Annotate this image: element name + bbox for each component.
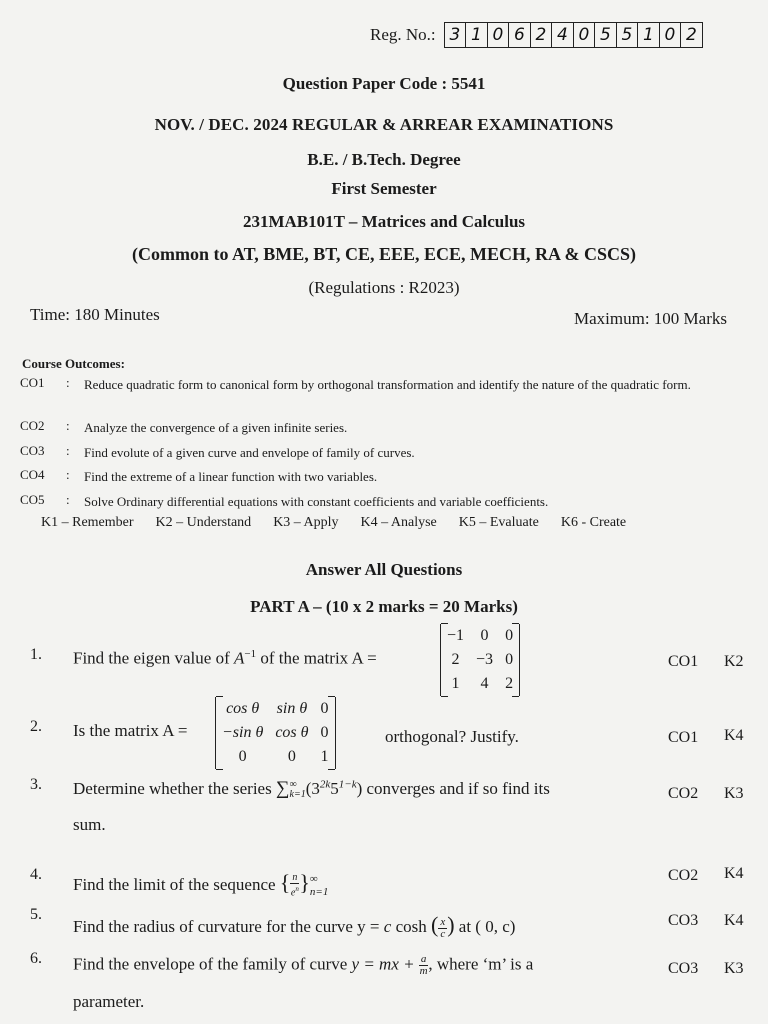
k-tag: K2 [724, 653, 744, 670]
reg-digit: 6 [509, 23, 531, 47]
k-level: K4 – Analyse [360, 515, 437, 530]
degree: B.E. / B.Tech. Degree [307, 150, 461, 169]
reg-digit: 2 [531, 23, 553, 47]
co-tag: CO3 [668, 960, 699, 977]
question-text: Find the limit of the sequence { $\frac{n}{e^n}$ } ∞ n=1 [73, 870, 329, 899]
co-item: CO5 : Solve Ordinary differential equations with constant coefficients and variable coefficients. [20, 492, 549, 509]
reg-digit: 5 [595, 23, 617, 47]
course-outcomes-title: Course Outcomes: [22, 356, 125, 371]
reg-digit: 4 [552, 23, 574, 47]
question-number: 3. [30, 776, 42, 793]
regulations: (Regulations : R2023) [308, 278, 460, 297]
co-item: CO1 : Reduce quadratic form to canonical form by orthogonal transformation and identify the nature of the quadratic form. [20, 375, 691, 392]
reg-digit: 0 [488, 23, 510, 47]
question-number: 2. [30, 718, 42, 735]
k-tag: K4 [724, 865, 744, 882]
question-number: 4. [30, 866, 42, 883]
course-title: 231MAB101T – Matrices and Calculus [242, 212, 526, 231]
reg-no-label: Reg. No.: [370, 25, 436, 44]
reg-digit: 5 [617, 23, 639, 47]
paper-code: Question Paper Code : 5541 [282, 74, 486, 93]
k-level: K6 - Create [560, 515, 627, 530]
reg-digit: 0 [660, 23, 682, 47]
time-allowed: Time: 180 Minutes [30, 305, 160, 324]
co-tag: CO1 [668, 653, 699, 670]
reg-digit: 3 [445, 23, 467, 47]
k-tag: K4 [724, 727, 744, 744]
co-tag: CO1 [668, 729, 699, 746]
question-number: 6. [30, 950, 42, 967]
co-tag: CO2 [668, 867, 699, 884]
co-item: CO3 : Find evolute of a given curve and envelope of family of curves. [20, 443, 415, 460]
reg-digit: 0 [574, 23, 596, 47]
co-item: CO4 : Find the extreme of a linear function with two variables. [20, 467, 378, 484]
question-text: Find the radius of curvature for the curve y = c cosh ( $\frac{x}{c}$ ) at ( 0, c) [73, 912, 516, 940]
co-tag: CO3 [668, 912, 699, 929]
reg-digit: 1 [638, 23, 660, 47]
co-tag: CO2 [668, 785, 699, 802]
question-text-cont: orthogonal? Justify. [385, 727, 519, 746]
reg-no [370, 22, 703, 48]
k-tag: K4 [724, 912, 744, 929]
part-a-heading: PART A – (10 x 2 marks = 20 Marks) [250, 597, 518, 616]
k-levels [41, 515, 648, 531]
k-level: K1 – Remember [41, 515, 134, 530]
max-marks: Maximum: 100 Marks [574, 309, 727, 328]
k-level: K2 – Understand [155, 515, 252, 530]
semester: First Semester [331, 179, 437, 198]
reg-digit: 2 [685, 25, 697, 45]
exam-title: NOV. / DEC. 2024 REGULAR & ARREAR EXAMINATIONS [154, 115, 614, 134]
instructions: Answer All Questions [305, 560, 463, 579]
question-text: Is the matrix A = [73, 721, 188, 740]
matrix: cos θ sin θ 0 −sin θ cos θ 0 0 0 1 [215, 697, 336, 769]
question-text: Find the eigen value of $A^{-1}$ of the matrix A = [73, 648, 377, 668]
question-text: Find the envelope of the family of curve y = mx + $\frac{a}{m}$ , where ‘m’ is a [73, 953, 534, 977]
question-text-cont: parameter. [73, 992, 145, 1011]
common-to: (Common to AT, BME, BT, CE, EEE, ECE, MECH, RA & CSCS) [131, 244, 637, 264]
matrix: −1 0 0 2 −3 0 1 4 2 [440, 624, 520, 696]
k-tag: K3 [724, 785, 744, 802]
question-text-cont: sum. [73, 815, 106, 834]
question-text: Determine whether the series ∑ ∞ k=1 $(3^{2k}5^{1-k})$ converges and if so find its [73, 778, 550, 801]
reg-digit: 1 [466, 23, 488, 47]
question-number: 1. [30, 646, 42, 663]
co-item: CO2 : Analyze the convergence of a given infinite series. [20, 418, 348, 435]
k-level: K3 – Apply [273, 515, 339, 530]
reg-no-boxes [444, 22, 703, 48]
k-level: K5 – Evaluate [458, 515, 539, 530]
k-tag: K3 [724, 960, 744, 977]
question-number: 5. [30, 906, 42, 923]
